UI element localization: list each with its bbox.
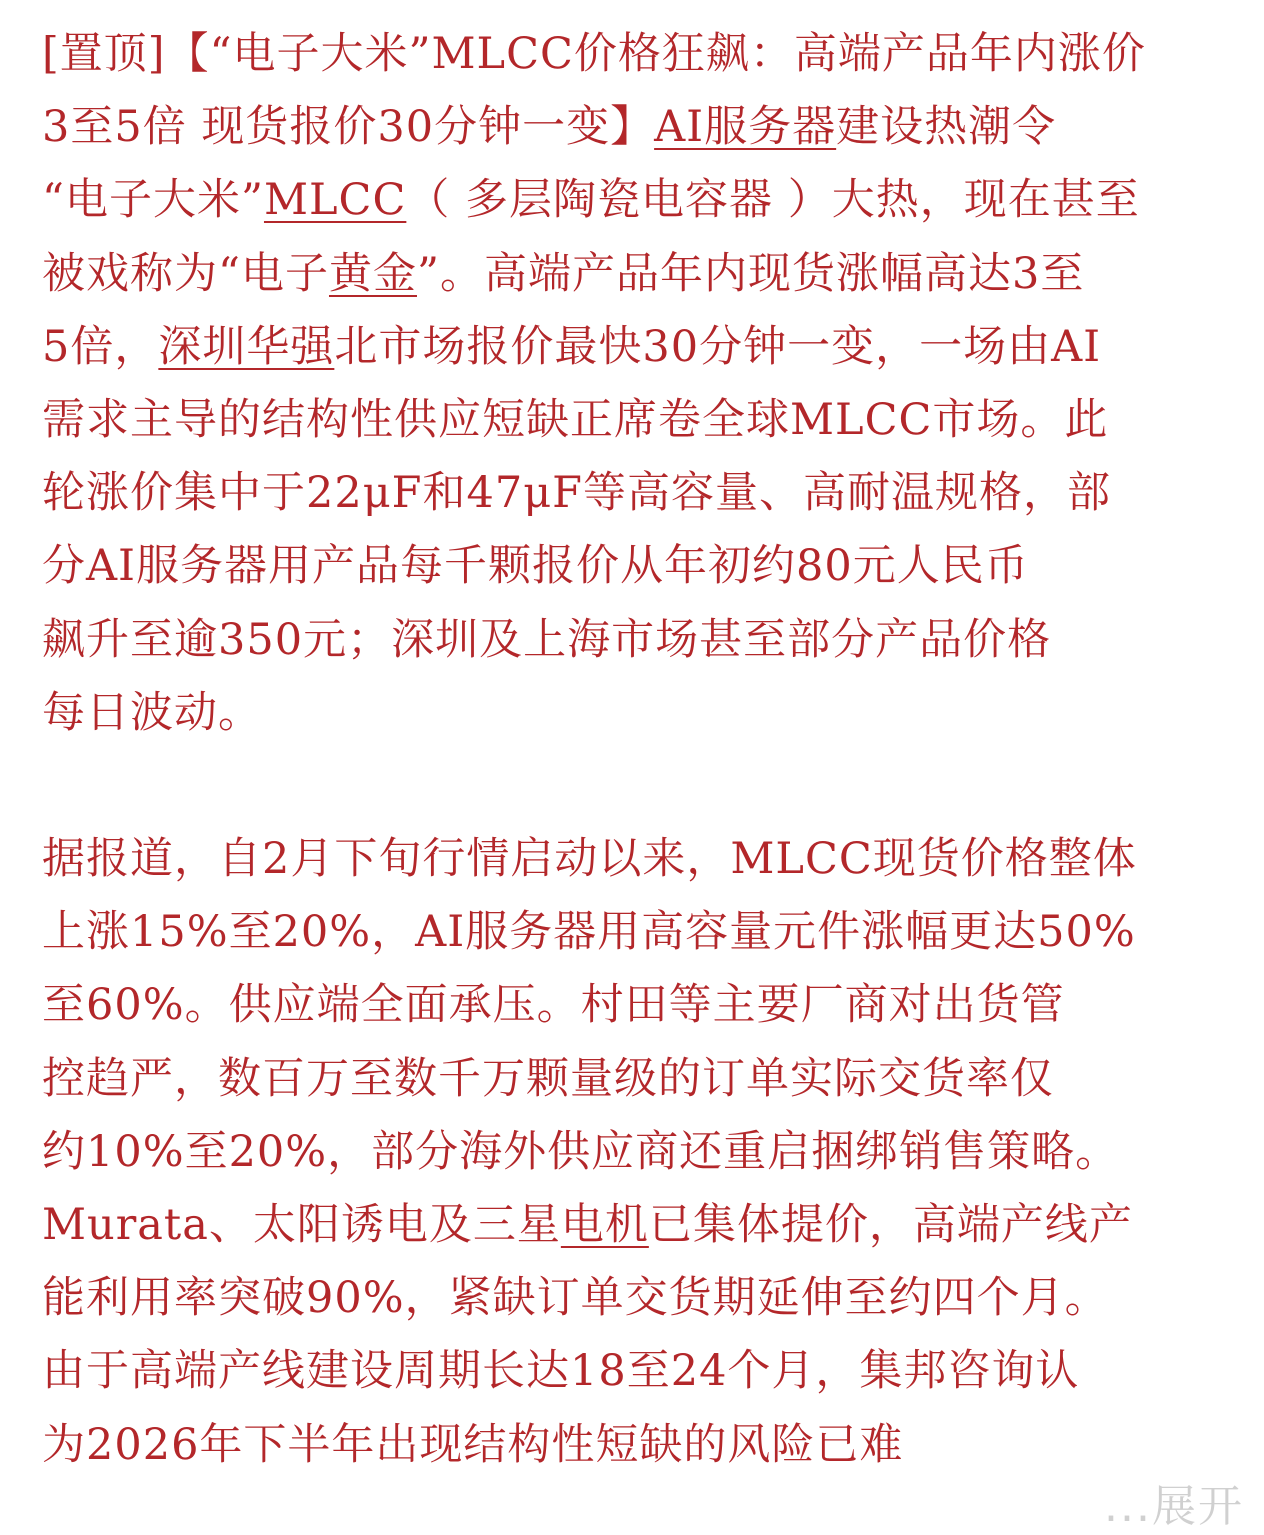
text-line: 能利用率突破90%，紧缺订单交货期延伸至约四个月。 xyxy=(42,1273,1109,1324)
text-line: 轮涨价集中于22μF和47μF等高容量、高耐温规格，部 xyxy=(42,468,1111,519)
text-segment: 【“电子大米”MLCC价格狂飙：高端产品年内涨价 xyxy=(165,29,1146,79)
text-line xyxy=(42,238,1222,311)
text-line xyxy=(42,91,1222,164)
text-segment: 建设热潮令 xyxy=(836,102,1057,153)
text-segment: 5倍， xyxy=(42,321,159,372)
text-line: 飙升至逾350元；深圳及上海市场甚至部分产品价格 xyxy=(42,614,1052,665)
text-line xyxy=(42,18,1222,91)
text-line xyxy=(42,311,1222,384)
text-segment: 3至5倍 现货报价30分钟一变】 xyxy=(42,102,655,153)
text-line: 据报道，自2月下旬行情启动以来，MLCC现货价格整体 xyxy=(42,834,1137,885)
topic-link-electro-mechanics[interactable]: 电机 xyxy=(560,1200,649,1250)
text-segment: ”。高端产品年内现货涨幅高达3至 xyxy=(416,248,1085,299)
topic-link-mlcc[interactable]: MLCC xyxy=(263,175,407,226)
topic-link-gold[interactable]: 黄金 xyxy=(328,248,417,299)
topic-link-ai-server[interactable]: AI服务器 xyxy=(654,102,837,153)
text-line: 至60%。供应端全面承压。村田等主要厂商对出货管 xyxy=(42,980,1065,1031)
text-segment: 北市场报价最快30分钟一变，一场由AI xyxy=(334,321,1102,372)
text-line: 为2026年下半年出现结构性短缺的风险已难 xyxy=(42,1419,904,1470)
post-body xyxy=(42,18,1222,1482)
text-segment: （ 多层陶瓷电容器 ）大热，现在甚至 xyxy=(406,175,1140,226)
pin-tag: [置顶] xyxy=(42,29,166,79)
text-line: 约10%至20%，部分海外供应商还重启捆绑销售策略。 xyxy=(42,1126,1120,1177)
expand-label: ...展开 xyxy=(1104,1481,1244,1532)
text-line: 分AI服务器用产品每千颗报价从年初约80元人民币 xyxy=(42,541,1029,592)
text-segment: 被戏称为“电子 xyxy=(42,248,329,299)
topic-link-shenzhen-huaqiang[interactable]: 深圳华强 xyxy=(158,321,335,372)
text-line xyxy=(42,164,1222,237)
text-line xyxy=(42,1189,1222,1262)
text-segment: “电子大米” xyxy=(42,175,264,226)
text-line: 由于高端产线建设周期长达18至24个月，集邦咨询认 xyxy=(42,1346,1080,1397)
text-segment: 已集体提价，高端产线产 xyxy=(648,1200,1133,1250)
text-line: 控趋严，数百万至数千万颗量级的订单实际交货率仅 xyxy=(42,1053,1054,1104)
text-line: 每日波动。 xyxy=(42,687,262,738)
paragraph-spacer xyxy=(42,750,1222,823)
paragraph-1 xyxy=(42,18,1222,750)
text-line: 需求主导的结构性供应短缺正席卷全球MLCC市场。此 xyxy=(42,394,1109,445)
paragraph-2 xyxy=(42,823,1222,1482)
text-line: 上涨15%至20%，AI服务器用高容量元件涨幅更达50% xyxy=(42,907,1136,958)
text-segment: Murata、太阳诱电及三星 xyxy=(42,1200,561,1250)
expand-button[interactable] xyxy=(950,1469,1250,1535)
